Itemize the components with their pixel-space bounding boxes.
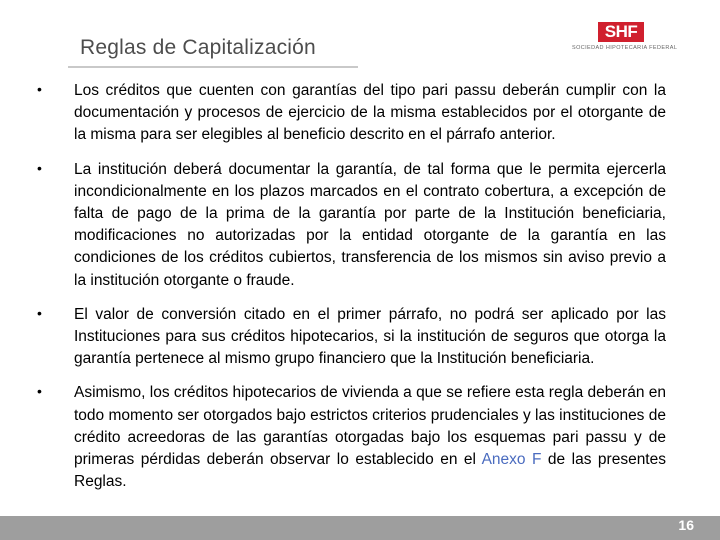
bullet-dot-icon: • [37,81,42,97]
bullet-item [0,80,720,147]
title-underline [68,66,358,68]
bullet-text: La institución deberá documentar la garantía, de tal forma que le permita ejercerla incondicionalmente en los plazos marcados en el contrato cobertura, a excepción de falta de pago de la prima de la garantía por parte de la Institución beneficiaria, modificaciones no autorizadas por la entidad otorgante de la garantía en las condiciones de los créditos cubiertos, transferencia de los mismos sin aviso previo a la institución otorgante o fraude. [74,160,666,289]
bullet-item [0,159,720,292]
slide-title: Reglas de Capitalización [80,36,316,59]
logo-mark: SHF [598,22,644,42]
bullet-text: Los créditos que cuenten con garantías del tipo pari passu deberán cumplir con la documentación y procesos de ejercicio de la misma establecidos por el otorgante de la misma para ser elegibles al beneficio descrito en el párrafo anterior. [74,82,666,144]
bullet-dot-icon: • [37,159,42,176]
shf-logo [572,22,678,54]
page-number: 16 [678,517,694,533]
bullet-dot-icon: • [37,383,42,400]
bullet-item [0,304,720,371]
bullet-item [0,382,720,493]
bullet-list [0,80,720,505]
bullet-text [74,382,666,493]
bullet-dot-icon: • [37,304,42,321]
footer-bar [0,516,720,540]
logo-subtitle: SOCIEDAD HIPOTECARIA FEDERAL [572,45,678,51]
bullet-text: El valor de conversión citado en el primer párrafo, no podrá ser aplicado por las Instituciones para sus créditos hipotecarios, si la institución de seguros que otorga la garantía pertenece al mismo grupo financiero que la Institución beneficiaria. [74,305,666,368]
bullet-text-after: de las presentes Reglas. [74,451,666,491]
bullet-text-before: Asimismo, los créditos hipotecarios de vivienda a que se refiere esta regla deberán en todo momento ser otorgados bajo estrictos criterios prudenciales y las instituciones de crédito acreedoras de las garantías otorgadas bajo los esquemas pari passu y de primeras pérdidas deberán observar lo establecido en el [74,384,666,469]
anexo-f-link[interactable]: Anexo F [481,451,542,469]
